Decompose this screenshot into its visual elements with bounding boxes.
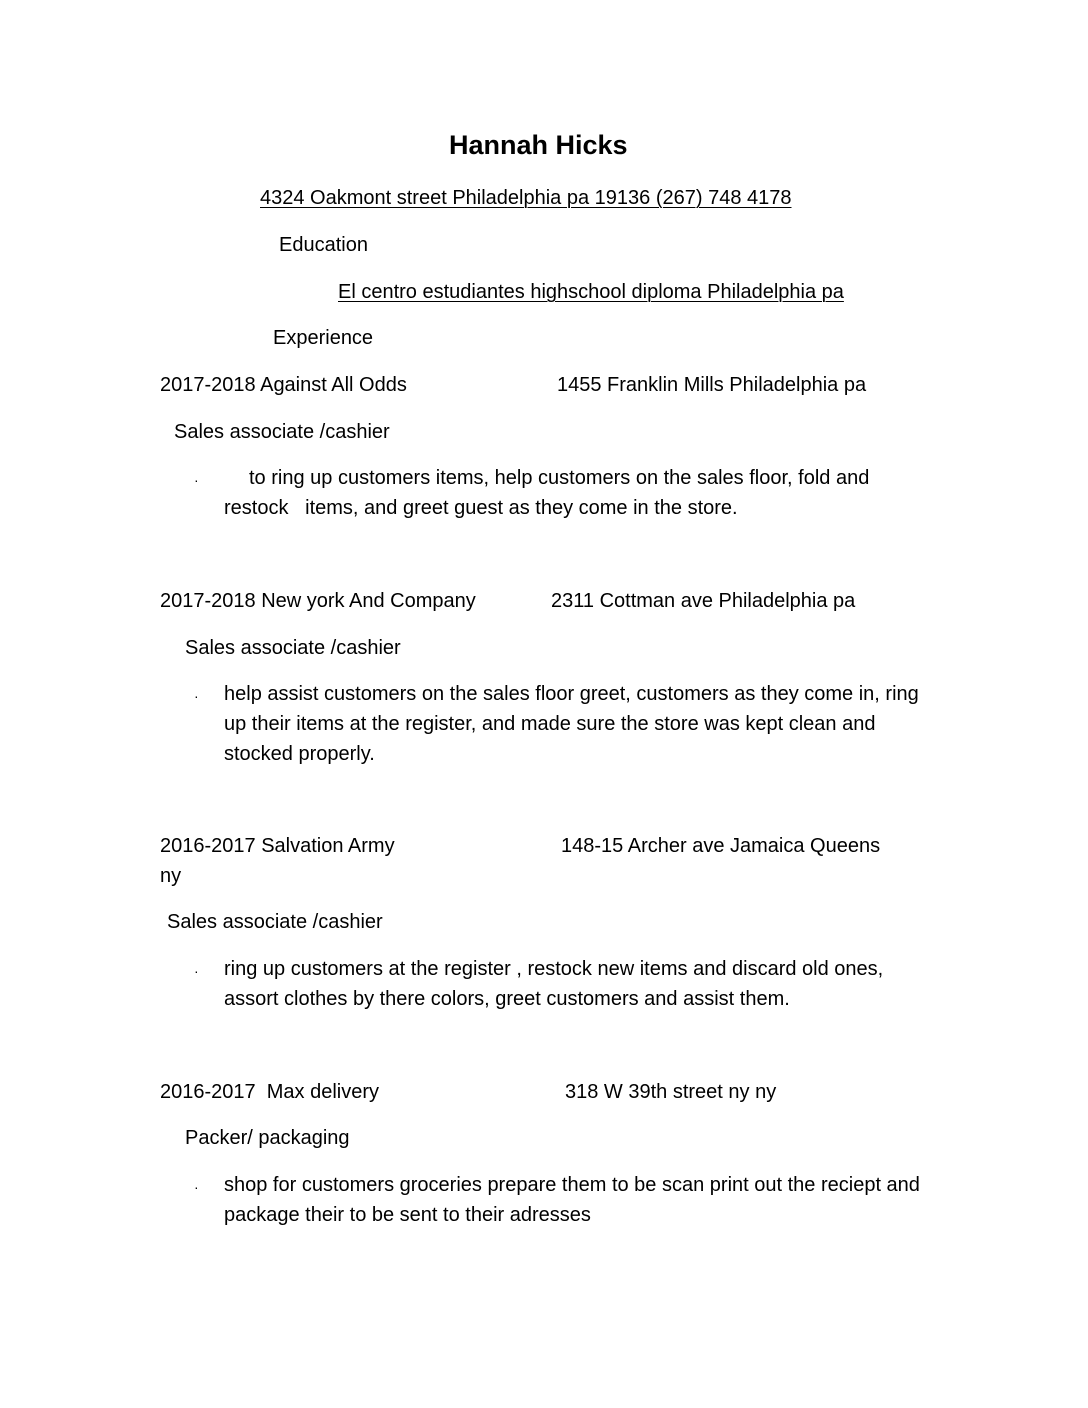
job-address: 148-15 Archer ave Jamaica Queens: [561, 835, 881, 857]
job-address-wrap: ny: [160, 865, 182, 887]
job-title: Sales associate /cashier: [174, 421, 390, 443]
job-dates-company: 2017-2018 New york And Company: [160, 590, 476, 612]
job-address: 318 W 39th street ny ny: [565, 1081, 777, 1103]
job-description-line: restock items, and greet guest as they come in the store.: [224, 497, 738, 519]
bullet-icon: ·: [194, 688, 199, 704]
job-title: Packer/ packaging: [185, 1127, 350, 1149]
job-address: 1455 Franklin Mills Philadelphia pa: [557, 374, 867, 396]
job-title: Sales associate /cashier: [185, 637, 401, 659]
bullet-icon: ·: [194, 472, 199, 488]
job-description: help assist customers on the sales floor greet, customers as they come in, ring up their items at the register, and made sure the store was kept clean and stocked properly.: [224, 683, 919, 765]
education-heading: Education: [279, 234, 368, 256]
bullet-icon: ·: [194, 963, 199, 979]
job-description-line: to ring up customers items, help customers on the sales floor, fold and: [249, 467, 870, 489]
job-dates-company: 2016-2017 Max delivery: [160, 1081, 380, 1103]
job-address: 2311 Cottman ave Philadelphia pa: [551, 590, 856, 612]
bullet-icon: ·: [194, 1179, 199, 1195]
job-dates-company: 2016-2017 Salvation Army: [160, 835, 395, 857]
education-entry: El centro estudiantes highschool diploma Philadelphia pa: [338, 281, 844, 303]
job-dates-company: 2017-2018 Against All Odds: [160, 374, 407, 396]
experience-heading: Experience: [273, 327, 374, 349]
job-title: Sales associate /cashier: [167, 911, 383, 933]
job-description: ring up customers at the register , restock new items and discard old ones, assort clothes by there colors, greet customers and assist them.: [224, 958, 884, 1010]
contact-info: 4324 Oakmont street Philadelphia pa 19136 (267) 748 4178: [260, 187, 792, 209]
candidate-name: Hannah Hicks: [449, 130, 628, 160]
job-description: shop for customers groceries prepare them to be scan print out the reciept and package their to be sent to their adresses: [224, 1174, 920, 1226]
